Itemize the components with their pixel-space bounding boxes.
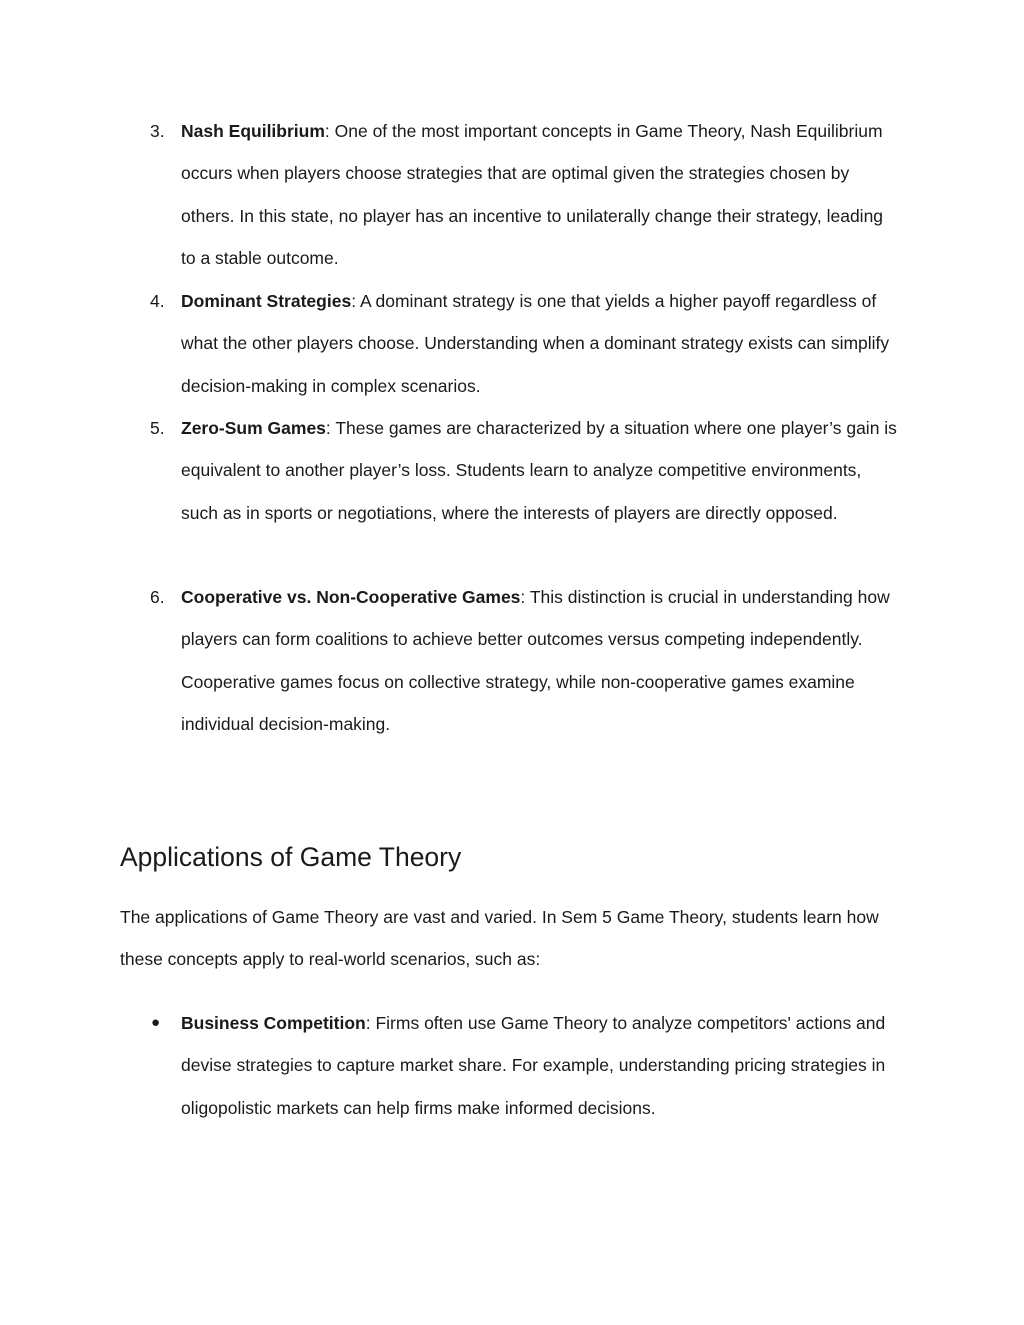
list-item-text xyxy=(181,110,899,279)
term-description: : A dominant strategy is one that yields a higher payoff regardless of what the other players choose. Understanding when a dominant strategy exists can simplify decision-making in complex scenarios. xyxy=(181,291,890,396)
list-number: 4. xyxy=(150,291,165,311)
section-heading: Applications of Game Theory xyxy=(120,842,462,872)
term-description: : These games are characterized by a situation where one player’s gain is equivalent to another player’s loss. Students learn to analyze competitive environments, such as in sports or negotiations, where the interests of players are directly opposed. xyxy=(181,418,897,523)
term-description: : This distinction is crucial in understanding how players can form coalitions to achieve better outcomes versus competing independently. Cooperative games focus on collective strategy, while non-cooperative games examine individual decision-making. xyxy=(181,587,890,734)
list-item-text xyxy=(181,407,899,534)
bullet-icon: ● xyxy=(151,1014,161,1031)
list-number: 6. xyxy=(150,587,165,607)
list-number: 3. xyxy=(150,121,165,141)
section-intro-paragraph: The applications of Game Theory are vast and varied. In Sem 5 Game Theory, students learn how these concepts apply to real-world scenarios, such as: xyxy=(120,907,879,970)
list-number: 5. xyxy=(150,418,165,438)
bullet-item-text xyxy=(181,1002,899,1129)
list-item-text xyxy=(181,576,899,745)
term-label: Zero-Sum Games xyxy=(181,418,326,438)
list-item-text xyxy=(181,280,899,407)
term-label: Nash Equilibrium xyxy=(181,121,325,141)
term-description: : Firms often use Game Theory to analyze competitors' actions and devise strategies to capture market share. For example, understanding pricing strategies in oligopolistic markets can help firms make informed decisions. xyxy=(181,1013,886,1118)
term-description: : One of the most important concepts in Game Theory, Nash Equilibrium occurs when players choose strategies that are optimal given the strategies chosen by others. In this state, no player has an incentive to unilaterally change their strategy, leading to a stable outcome. xyxy=(181,121,884,268)
term-label: Business Competition xyxy=(181,1013,366,1033)
term-label: Dominant Strategies xyxy=(181,291,352,311)
term-label: Cooperative vs. Non-Cooperative Games xyxy=(181,587,521,607)
